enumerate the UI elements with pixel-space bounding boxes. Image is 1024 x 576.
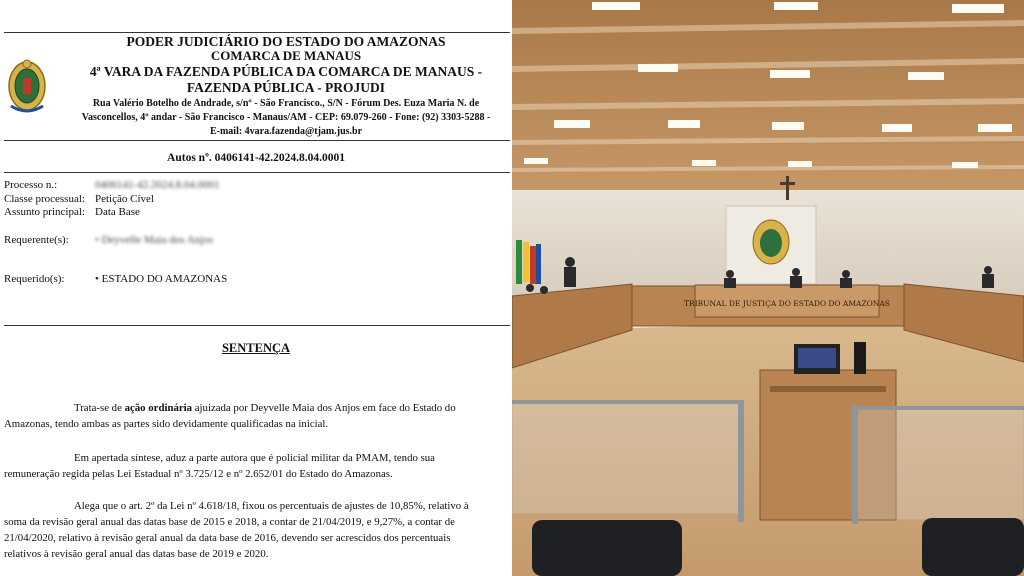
header-line-3: 4ª VARA DA FAZENDA PÚBLICA DA COMARCA DE MANAUS - bbox=[89, 64, 483, 79]
autos-rule bbox=[4, 172, 510, 173]
field-value-assunto: Data Base bbox=[95, 206, 140, 218]
paragraph-3-line-3: 21/04/2020, relativo à revisão geral anual da data base de 2016, devendo ser acrescidos dos percentuais bbox=[4, 532, 451, 544]
courtroom-photo bbox=[512, 0, 1024, 576]
header-line-1: PODER JUDICIÁRIO DO ESTADO DO AMAZONAS bbox=[126, 34, 446, 49]
address-line-2: Vasconcellos, 4º andar - São Francisco - Manaus/AM - CEP: 69.079-260 - Fone: (92) 3303-5288 - bbox=[81, 112, 491, 123]
field-label-requerido: Requerido(s): bbox=[4, 273, 65, 285]
text-run: Trata-se de bbox=[74, 402, 125, 414]
courtroom-illustration bbox=[512, 0, 1024, 576]
email-line: E-mail: 4vara.fazenda@tjam.jus.br bbox=[209, 126, 363, 137]
paragraph-2-line-2: remuneração regida pelas Lei Estadual nº 3.725/12 e nº 2.652/01 do Estado do Amazonas. bbox=[4, 468, 393, 480]
field-value-processo: 0406141-42.2024.8.04.0001 bbox=[95, 179, 220, 191]
field-label-processo: Processo n.: bbox=[4, 179, 58, 191]
paragraph-1-line-1 bbox=[4, 400, 512, 416]
header-line-2: COMARCA DE MANAUS bbox=[210, 48, 362, 63]
paragraph-3-line-2: soma da revisão geral anual das datas base de 2015 e 2018, a contar de 21/04/2019, e 9,27%, a contar de bbox=[4, 516, 455, 528]
text-run: ajuizada por Deyvelle Maia dos Anjos em face do Estado do bbox=[192, 402, 456, 414]
field-label-classe: Classe processual: bbox=[4, 193, 85, 205]
address-line-1: Rua Valério Botelho de Andrade, s/nº - São Francisco., S/N - Fórum Des. Euza Maria N. de bbox=[92, 98, 480, 109]
paragraph-1-line-2: Amazonas, tendo ambas as partes sido devidamente qualificadas na inicial. bbox=[4, 418, 329, 430]
autos-number: Autos nº. 0406141-42.2024.8.04.0001 bbox=[167, 152, 345, 164]
field-value-classe: Petição Cível bbox=[95, 193, 154, 205]
text-run-bold: ação ordinária bbox=[124, 402, 193, 414]
field-label-requerente: Requerente(s): bbox=[4, 234, 69, 246]
paragraph-3-line-1: Alega que o art. 2º da Lei nº 4.618/18, fixou os percentuais de ajustes de 10,85%, relativo à bbox=[74, 500, 469, 512]
header-bottom-rule bbox=[4, 140, 510, 141]
sentence-title: SENTENÇA bbox=[221, 341, 291, 355]
wall-crest-icon bbox=[753, 220, 789, 264]
field-label-assunto: Assunto principal: bbox=[4, 206, 85, 218]
court-crest-icon bbox=[6, 56, 48, 116]
fields-rule bbox=[4, 325, 510, 326]
header-top-rule bbox=[4, 32, 510, 33]
bench-sign: TRIBUNAL DE JUSTIÇA DO ESTADO DO AMAZONAS bbox=[684, 299, 890, 308]
header-line-4: FAZENDA PÚBLICA - PROJUDI bbox=[186, 80, 386, 95]
flags bbox=[516, 240, 541, 284]
microphone-icon bbox=[854, 342, 866, 374]
field-value-requerente: • Deyvelle Maia dos Anjos bbox=[95, 234, 214, 246]
field-value-requerido: • ESTADO DO AMAZONAS bbox=[95, 273, 228, 285]
paragraph-2-line-1: Em apertada síntese, aduz a parte autora que é policial militar da PMAM, tendo sua bbox=[74, 452, 435, 464]
paragraph-3-line-4: relativos à revisão geral anual das datas base de 2019 e 2020. bbox=[4, 548, 269, 560]
